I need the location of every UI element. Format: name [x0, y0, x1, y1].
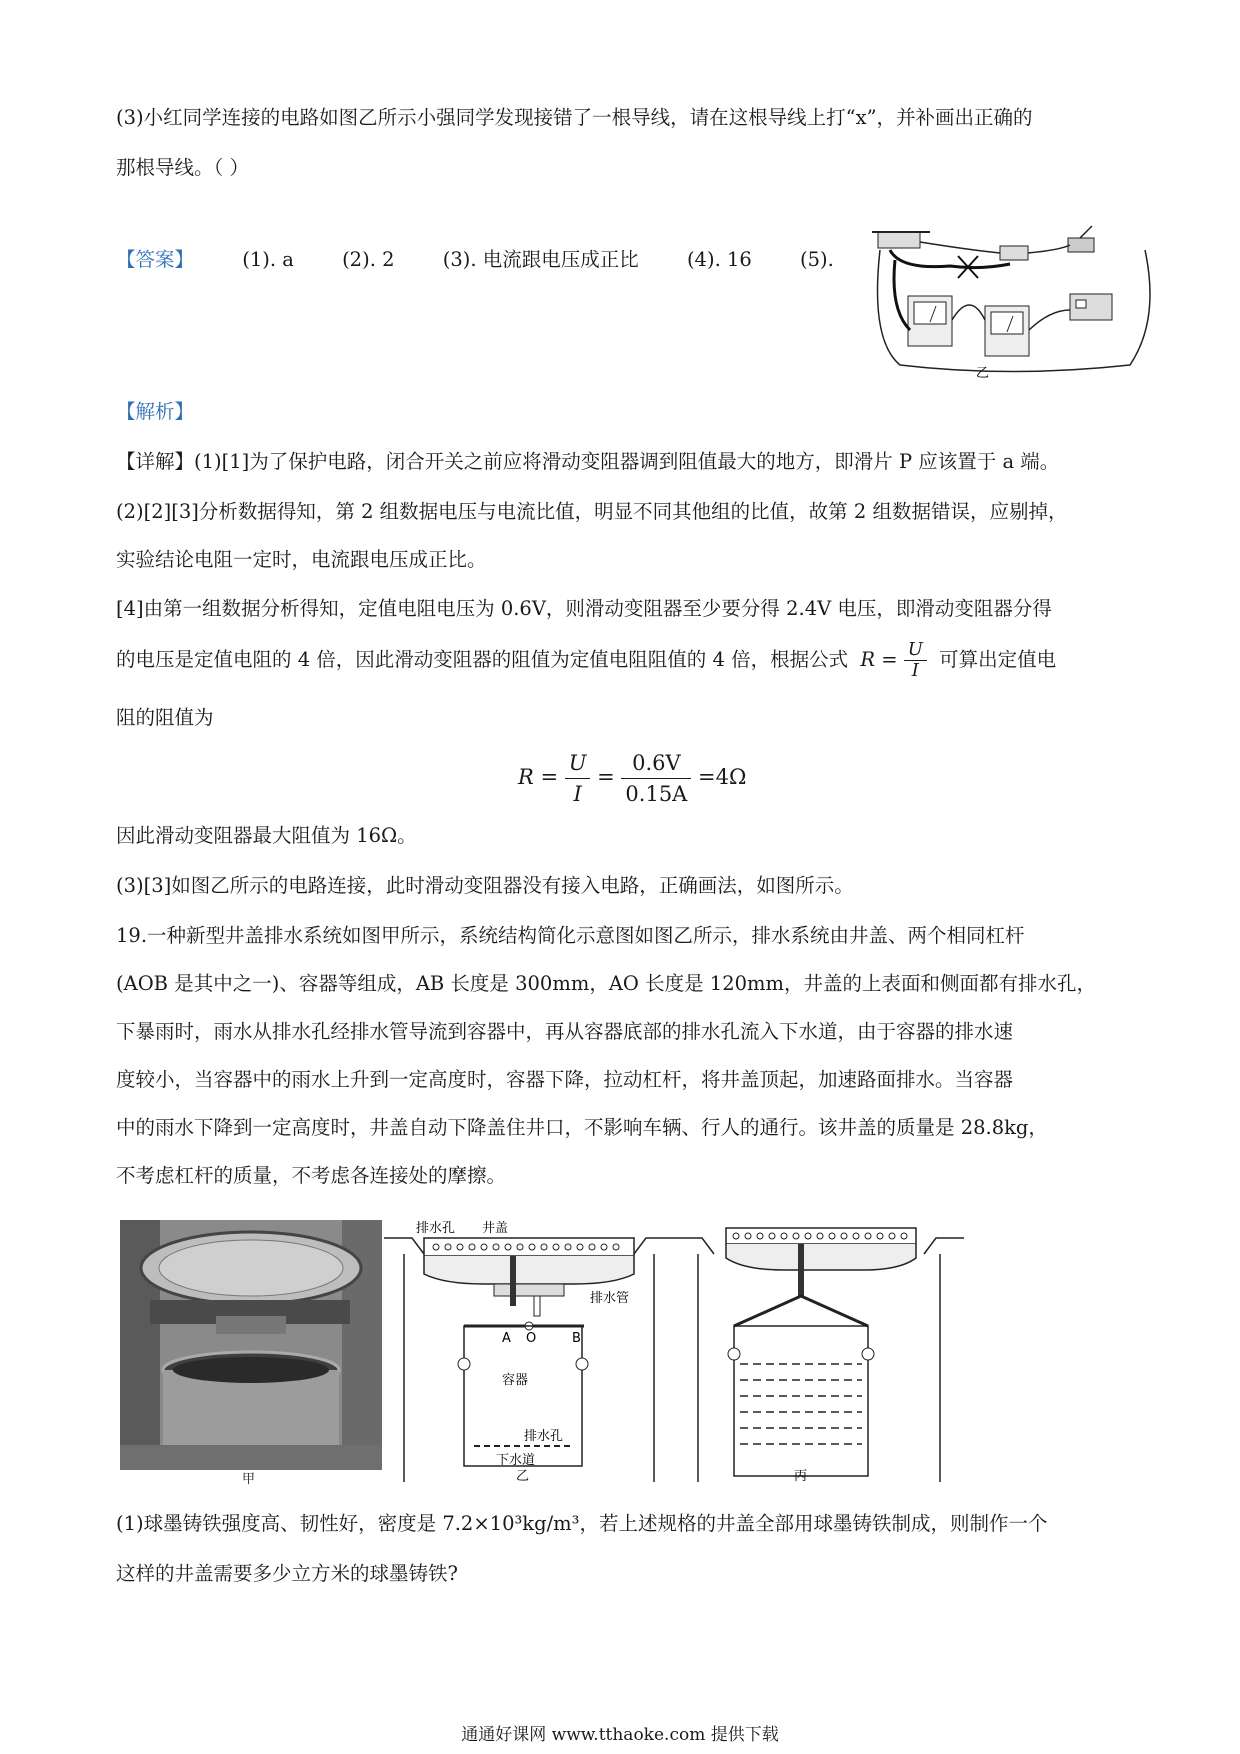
- q3-line-2: 那根导线。（ ）: [116, 156, 249, 179]
- detail-p1-text: (1)[1]为了保护电路，闭合开关之前应将滑动变阻器调到阻值最大的地方，即滑片 P 应该置于 a 端。: [194, 450, 1060, 473]
- detail-p2b: 实验结论电阻一定时，电流跟电压成正比。: [116, 548, 487, 571]
- q19-line-5: 中的雨水下降到一定高度时，井盖自动下降盖住井口，不影响车辆、行人的通行。该井盖的质量是 28.8kg，: [116, 1116, 1048, 1139]
- inline-fraction-u: U: [904, 640, 927, 661]
- caption-jia: 甲: [242, 1472, 256, 1487]
- caption-yi: 乙: [516, 1469, 530, 1482]
- formula-u: U: [565, 748, 591, 779]
- detail-p3c: 阻的阻值为: [116, 706, 214, 729]
- circuit-diagram: [860, 220, 1160, 380]
- formula-den: 0.15A: [625, 782, 688, 806]
- detail-p3b-pre: 的电压是定值电阻的 4 倍，因此滑动变阻器的阻值为定值电阻阻值的 4 倍，根据公式: [116, 648, 849, 671]
- detail-p3a: [4]由第一组数据分析得知，定值电阻电压为 0.6V，则滑动变阻器至少要分得 2.4V 电压，即滑动变阻器分得: [116, 597, 1052, 620]
- footer-text: 通通好课网 www.tthaoke.com 提供下载: [461, 1725, 779, 1745]
- label-pipe: 排水管: [590, 1291, 630, 1306]
- formula-fraction-values: [621, 748, 691, 809]
- answer-row: [116, 246, 876, 274]
- q19-line-4: 度较小，当容器中的雨水上升到一定高度时，容器下降，拉动杠杆，将井盖顶起，加速路面排水。当容器: [116, 1068, 1014, 1091]
- figure-bing-schematic: [674, 1214, 964, 1482]
- label-a: A: [502, 1331, 511, 1346]
- formula-result: =4Ω: [698, 765, 747, 789]
- circuit-caption: 乙: [976, 366, 990, 380]
- detail-p1: [116, 448, 1059, 476]
- detail-p4: 因此滑动变阻器最大阻值为 16Ω。: [116, 824, 417, 847]
- q19-1-line-1: (1)球墨铸铁强度高、韧性好，密度是 7.2×10³kg/m³，若上述规格的井盖全部用球墨铸铁制成，则制作一个: [116, 1512, 1048, 1535]
- detail-label: 【详解】: [116, 450, 195, 473]
- label-container: 容器: [502, 1373, 529, 1388]
- detail-p3b-post: 可算出定值电: [939, 648, 1057, 671]
- figure-yi-schematic: [384, 1214, 674, 1482]
- q19-1-line-2: 这样的井盖需要多少立方米的球墨铸铁?: [116, 1562, 458, 1585]
- inline-fraction: [904, 640, 927, 681]
- answer-item-3: (3). 电流跟电压成正比: [442, 248, 639, 271]
- label-sewer: 下水道: [496, 1453, 536, 1468]
- answer-item-4: (4). 16: [686, 248, 752, 271]
- formula-fraction-ui: [565, 748, 591, 809]
- answer-label: 【答案】: [116, 248, 195, 271]
- q3-line-1: (3)小红同学连接的电路如图乙所示小强同学发现接错了一根导线，请在这根导线上打“x”，并补画出正确的: [116, 106, 1033, 129]
- q19-line-2: (AOB 是其中之一)、容器等组成，AB 长度是 300mm，AO 长度是 120mm，井盖的上表面和侧面都有排水孔，: [116, 972, 1096, 995]
- answer-item-5: (5).: [800, 248, 834, 271]
- label-drain-hole: 排水孔: [416, 1221, 456, 1236]
- caption-bing: 丙: [794, 1469, 808, 1482]
- label-bottom-hole: 排水孔: [524, 1429, 564, 1444]
- formula-i: I: [573, 782, 582, 806]
- q19-line-3: 下暴雨时，雨水从排水孔经排水管导流到容器中，再从容器底部的排水孔流入下水道，由于容器的排水速: [116, 1020, 1014, 1043]
- answer-item-1: (1). a: [242, 248, 294, 271]
- inline-formula: R = $\frac{U}{I}$: [860, 640, 927, 681]
- resistance-formula: R = $\frac{U}{I}$ = $\frac{0.6V}{0.15A}$ =4Ω: [518, 748, 746, 828]
- analysis-label: 【解析】: [116, 400, 195, 423]
- formula-r: R: [518, 765, 534, 789]
- formula-num: 0.6V: [621, 748, 691, 779]
- q19-line-1: 19.一种新型井盖排水系统如图甲所示，系统结构简化示意图如图乙所示，排水系统由井盖、两个相同杠杆: [116, 924, 1025, 947]
- label-o: O: [526, 1331, 537, 1346]
- detail-p3b: [116, 640, 1056, 681]
- inline-formula-r: R: [860, 648, 875, 671]
- label-cover: 井盖: [482, 1221, 509, 1236]
- q19-line-6: 不考虑杠杆的质量，不考虑各连接处的摩擦。: [116, 1164, 507, 1187]
- figure-jia-photo: [120, 1220, 382, 1470]
- detail-p2a: (2)[2][3]分析数据得知，第 2 组数据电压与电流比值，明显不同其他组的比值，故第 2 组数据错误，应剔掉，: [116, 500, 1068, 523]
- label-b: B: [572, 1331, 581, 1346]
- inline-fraction-i: I: [911, 660, 919, 681]
- detail-p5: (3)[3]如图乙所示的电路连接，此时滑动变阻器没有接入电路，正确画法，如图所示。: [116, 874, 854, 897]
- answer-item-2: (2). 2: [342, 248, 395, 271]
